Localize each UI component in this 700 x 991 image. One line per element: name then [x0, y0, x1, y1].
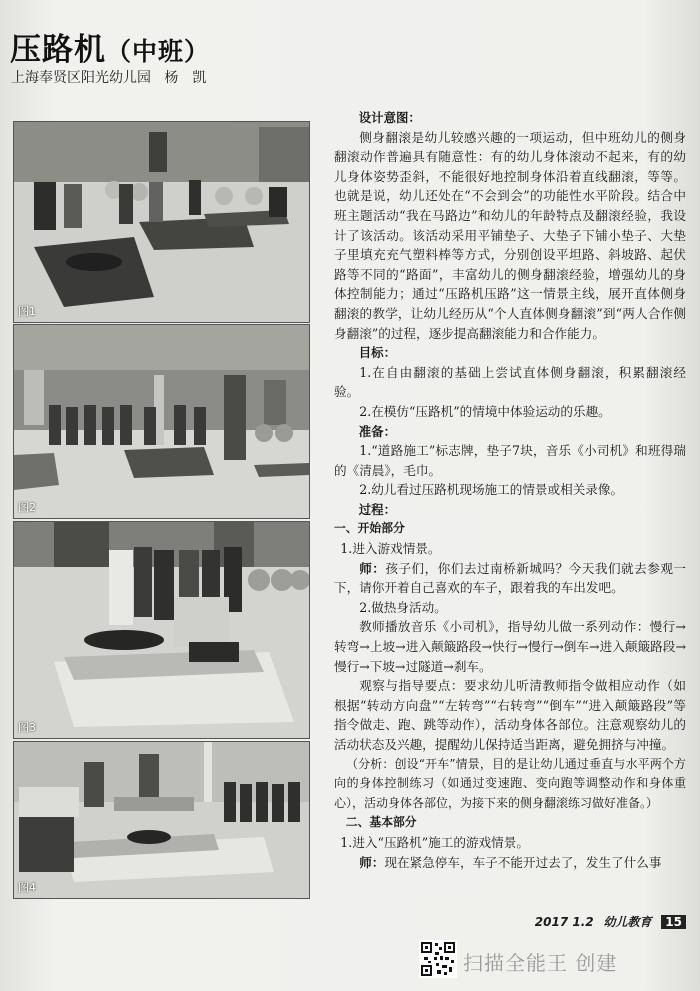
figure-label-1: 图1: [18, 305, 36, 318]
heading-goals: 目标：: [358, 345, 396, 361]
section-basic: 二、基本部分: [345, 815, 417, 830]
author-name: 杨 凯: [164, 70, 207, 86]
title-main: 压路机: [10, 32, 106, 68]
figure-label-2: 图2: [18, 501, 36, 514]
magazine-name: 幼儿教育: [603, 915, 652, 929]
step-enter-game: 1.进入游戏情景。: [340, 541, 441, 557]
section-start: 一、开始部分: [334, 521, 405, 536]
photo-2: [13, 324, 310, 519]
teacher-speech-2: 现在紧急停车，车子不能开过去了，发生了什么事: [384, 854, 662, 870]
preparation-1: 1.“道路施工”标志牌，垫子7块，音乐《小司机》和班得瑞的《清晨》，毛巾。: [334, 443, 686, 478]
scanner-watermark: 扫描全能王 创建: [463, 951, 618, 975]
author-school: 上海奉贤区阳光幼儿园: [11, 70, 151, 86]
figure-label-3: 图3: [18, 721, 36, 734]
bleed-through-text: [300, 10, 690, 90]
heading-design-intent: 设计意图：: [358, 110, 421, 125]
teacher-line-2: [334, 853, 686, 873]
article-title: [10, 24, 210, 69]
step-roller-scene: 1.进入“压路机”施工的游戏情景。: [340, 834, 529, 850]
teacher-speech-1: 孩子们，你们去过南桥新城吗？今天我们就去参观一下，请你开着自己喜欢的车子，跟着我的车出发吧。: [334, 560, 687, 596]
step-warmup: 2.做热身活动。: [359, 599, 447, 615]
preparation-2: 2.幼儿看过压路机现场施工的情景或相关录像。: [359, 482, 624, 498]
paragraph-design-intent: 侧身翻滚是幼儿较感兴趣的一项运动，但中班幼儿的侧身翻滚动作普遍具有随意性：有的幼儿身体滚动不起来，有的幼儿身体姿势歪斜，不能很好地控制身体沿着直线翻滚，等等。也就是说，幼儿还处在“不会到会”的功能性水平阶段。结合中班主题活动“我在马路边”和幼儿的年龄特点及翻滚经验，我设计了该活动。该活动采用平铺垫子、大垫子下铺小垫子、大垫子里填充充气塑料棒等方式，分别创设平坦路、斜坡路、起伏路等不同的“路面”，丰富幼儿的侧身翻滚经验，增强幼儿的身体控制能力；通过“压路机压路”这一情景主线，展开直体侧身翻滚的教学，让幼儿经历从“个人直体侧身翻滚”到“两人合作侧身翻滚”的过程，逐步提高翻滚能力和合作能力。: [334, 129, 686, 341]
author-line: [11, 67, 206, 87]
issue-date: 2017 1.2: [534, 915, 594, 929]
teacher-line-1: [334, 559, 686, 598]
article-body: [334, 108, 686, 872]
photo-3: [13, 521, 310, 739]
page-number: 15: [661, 915, 686, 929]
title-class: （中班）: [106, 37, 211, 66]
paragraph-observation: 观察与指导要点：要求幼儿听清教师指令做相应动作（如根据“转动方向盘”“左转弯”“右转弯”“倒车”“进入颠簸路段”等指令做走、跑、跳等动作），活动身体各部位。注意观察幼儿的活动状态及兴趣，提醒幼儿保持适当距离，避免拥挤与冲撞。: [334, 678, 686, 752]
photo-4: [13, 741, 310, 899]
goal-1: 1.在自由翻滚的基础上尝试直体侧身翻滚，积累翻滚经验。: [334, 364, 686, 400]
speaker-teacher-2: 师：: [359, 854, 385, 870]
heading-preparation: 准备：: [358, 423, 396, 439]
speaker-teacher: 师：: [359, 560, 386, 576]
qr-code-icon: [419, 940, 457, 978]
figure-label-4: 图4: [18, 881, 36, 894]
page-footer: [535, 913, 686, 931]
paragraph-analysis: （分析：创设“开车”情景，目的是让幼儿通过垂直与水平两个方向的身体控制练习（如通过变速跑、变向跑等调整动作和身体重心），活动身体各部位，为接下来的侧身翻滚练习做好准备。）: [334, 756, 686, 810]
heading-process: 过程：: [358, 501, 396, 517]
paragraph-warmup: 教师播放音乐《小司机》，指导幼儿做一系列动作：慢行→转弯→上坡→进入颠簸路段→快行→慢行→倒车→进入颠簸路段→慢行→下坡→过隧道→刹车。: [334, 619, 686, 674]
goal-2: 2.在模仿“压路机”的情境中体验运动的乐趣。: [359, 403, 611, 419]
photo-1: [13, 121, 310, 323]
